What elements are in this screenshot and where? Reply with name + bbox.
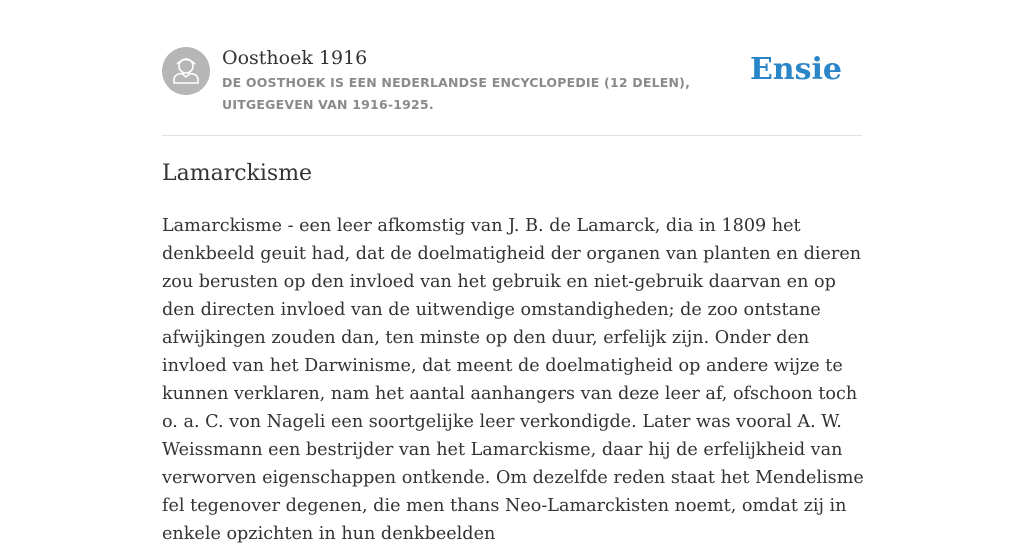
source-description: DE OOSTHOEK IS EEN NEDERLANDSE ENCYCLOPEDIE (12 DELEN), UITGEGEVEN VAN 1916-1925. (222, 75, 691, 112)
article-title: Lamarckisme (162, 161, 313, 186)
source-header (162, 46, 862, 116)
ensie-logo-link[interactable]: Ensie (749, 52, 842, 87)
source-avatar[interactable] (162, 47, 210, 95)
user-outline-icon (162, 47, 210, 95)
article-body: Lamarckisme - een leer afkomstig van J. B. de Lamarck, dia in 1809 het denkbeeld geuit had, dat de doelmatigheid der organen van planten en dieren zou berusten op den invloed van het gebruik en niet-gebruik daarvan en op den directen invloed van de uitwendige omstandigheden; de zoo ontstane afwijkingen zouden dan, ten minste op den duur, erfelijk zijn. Onder den invloed van het Darwinisme, dat meent de doelmatigheid op andere wijze te kunnen verklaren, nam het aantal aanhangers van deze leer af, ofschoon toch o. a. C. von Nageli een soortgelijke leer verkondigde. Later was vooral A. W. Weissmann een bestrijder van het Lamarckisme, daar hij de erfelijkheid van verworven eigenschappen ontkende. Om dezelfde reden staat het Mendelisme fel tegenover degenen, die men thans Neo-Lamarckisten noemt, omdat zij in enkele opzichten in hun denkbeelden (162, 216, 864, 544)
source-title[interactable]: Oosthoek 1916 (222, 47, 368, 69)
header-divider (162, 135, 862, 136)
